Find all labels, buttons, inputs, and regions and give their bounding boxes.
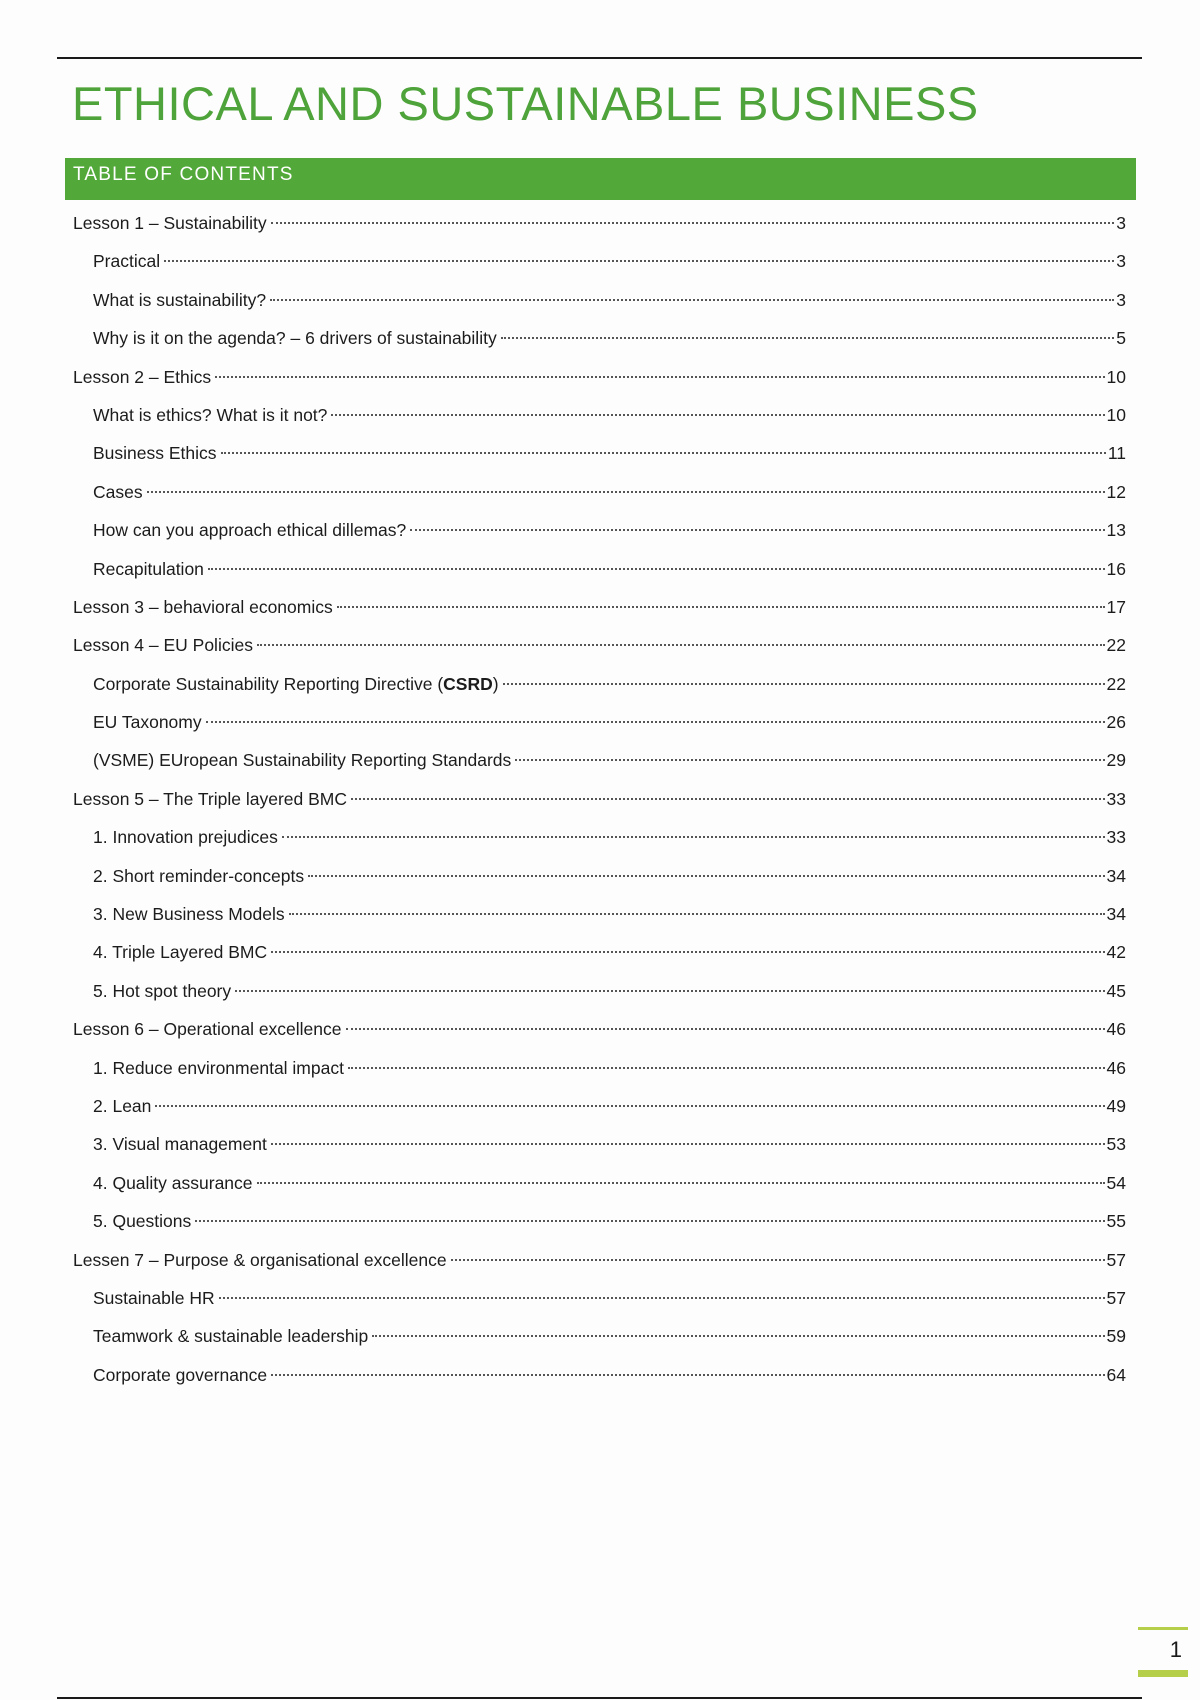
toc-page-number: 53 <box>1106 1134 1126 1155</box>
toc-page-number: 57 <box>1106 1249 1126 1270</box>
toc-entry-label-text: (VSME) EUropean Sustainability Reporting Standards <box>93 750 512 771</box>
toc-dot-leader <box>271 222 1115 224</box>
toc-page-number: 17 <box>1106 596 1126 617</box>
toc-dot-leader <box>219 1297 1105 1299</box>
toc-entry-label <box>93 281 266 319</box>
toc-page-number: 3 <box>1116 251 1126 272</box>
toc-entry-label <box>93 1356 267 1394</box>
toc-entry-label <box>93 1202 191 1240</box>
toc-entry-label <box>73 358 211 396</box>
toc-entry-label-text: 5. Hot spot theory <box>93 980 232 1001</box>
toc-subentry[interactable] <box>73 434 1126 472</box>
toc-entry-label-text: 2. Short reminder-concepts <box>93 865 305 886</box>
toc-dot-leader <box>410 529 1104 531</box>
toc-dot-leader <box>503 683 1105 685</box>
toc-subentry[interactable] <box>73 1356 1126 1394</box>
toc-subentry[interactable] <box>73 665 1126 703</box>
toc-entry-label-text: Lesson 2 – Ethics <box>73 366 212 387</box>
toc-subentry[interactable] <box>73 857 1126 895</box>
toc-page-number: 5 <box>1116 328 1126 349</box>
toc-entry-label <box>93 895 285 933</box>
toc-dot-leader <box>515 759 1104 761</box>
toc-entry-label-bold: CSRD <box>443 673 493 694</box>
toc-subentry[interactable] <box>73 703 1126 741</box>
toc-page-number: 10 <box>1106 366 1126 387</box>
toc-entry-label <box>73 1010 342 1048</box>
toc-page-number: 22 <box>1106 673 1126 694</box>
toc-subentry[interactable] <box>73 1279 1126 1317</box>
toc-entry-label-text: 1. Reduce environmental impact <box>93 1057 344 1078</box>
toc-dot-leader <box>195 1220 1104 1222</box>
toc-entry[interactable] <box>73 588 1126 626</box>
bottom-rule <box>57 1697 1142 1699</box>
toc-entry-label-text: What is ethics? What is it not? <box>93 404 328 425</box>
toc-subentry[interactable] <box>73 281 1126 319</box>
toc-entry-label <box>93 703 202 741</box>
toc-entry-label-text: 2. Lean <box>93 1095 152 1116</box>
toc-dot-leader <box>271 951 1104 953</box>
toc-entry-label <box>73 204 267 242</box>
toc-subentry[interactable] <box>73 396 1126 434</box>
toc-entry-label-text: 3. New Business Models <box>93 904 285 925</box>
toc-subentry[interactable] <box>73 1087 1126 1125</box>
toc-page-number: 33 <box>1106 788 1126 809</box>
toc-entry-label <box>73 626 253 664</box>
toc-entry-label <box>93 933 267 971</box>
toc-dot-leader <box>155 1105 1104 1107</box>
toc-page-number: 34 <box>1106 904 1126 925</box>
toc-entry-label <box>93 473 143 511</box>
toc-subentry[interactable] <box>73 972 1126 1010</box>
toc-page-number: 57 <box>1106 1287 1126 1308</box>
toc-dot-leader <box>271 1374 1104 1376</box>
toc-entry-label <box>93 511 406 549</box>
toc-subentry[interactable] <box>73 242 1126 280</box>
toc-page-number: 10 <box>1106 404 1126 425</box>
toc-entry-label-text: 5. Questions <box>93 1211 192 1232</box>
toc-page-number: 49 <box>1106 1095 1126 1116</box>
toc-entry-label <box>93 396 327 434</box>
toc-subentry[interactable] <box>73 1049 1126 1087</box>
toc-dot-leader <box>346 1028 1105 1030</box>
toc-entry-label-text: Lesson 6 – Operational excellence <box>73 1019 342 1040</box>
toc-entry[interactable] <box>73 780 1126 818</box>
toc-dot-leader <box>206 721 1105 723</box>
toc-dot-leader <box>337 606 1105 608</box>
toc-subentry[interactable] <box>73 741 1126 779</box>
toc-page-number: 42 <box>1106 942 1126 963</box>
toc-dot-leader <box>501 337 1115 339</box>
toc-entry[interactable] <box>73 626 1126 664</box>
toc-page-number: 59 <box>1106 1326 1126 1347</box>
toc-subentry[interactable] <box>73 550 1126 588</box>
toc-page-number: 29 <box>1106 750 1126 771</box>
toc-entry-label-text: Sustainable HR <box>93 1287 215 1308</box>
toc-dot-leader <box>257 644 1105 646</box>
toc-entry-label-text: How can you approach ethical dillemas? <box>93 520 407 541</box>
toc-entry[interactable] <box>73 1010 1126 1048</box>
toc-entry-label-text: Lesson 5 – The Triple layered BMC <box>73 788 347 809</box>
toc-dot-leader <box>372 1335 1104 1337</box>
toc-dot-leader <box>451 1259 1105 1261</box>
toc-entry-label-text: Practical <box>93 251 161 272</box>
document-title: ETHICAL AND SUSTAINABLE BUSINESS <box>72 77 979 130</box>
toc-heading-bar: TABLE OF CONTENTS <box>65 158 1136 200</box>
toc-page-number: 45 <box>1106 980 1126 1001</box>
toc-entry-label <box>93 1279 215 1317</box>
toc-entry-label <box>93 1125 267 1163</box>
toc-page-number: 26 <box>1106 712 1126 733</box>
toc-entry-label-text: 1. Innovation prejudices <box>93 827 278 848</box>
toc-entry-label-text: Lesson 4 – EU Policies <box>73 635 253 656</box>
toc-page-number: 34 <box>1106 865 1126 886</box>
toc-subentry[interactable] <box>73 1202 1126 1240</box>
toc-entry-label-text: Business Ethics <box>93 443 217 464</box>
toc-entry-label-text: Cases <box>93 481 143 502</box>
toc-entry-label <box>93 972 231 1010</box>
toc-entry-label-text: 4. Quality assurance <box>93 1172 253 1193</box>
toc-entry-label <box>73 780 347 818</box>
toc-entry-label <box>93 242 160 280</box>
toc-dot-leader <box>215 376 1104 378</box>
toc-dot-leader <box>271 1143 1105 1145</box>
toc-entry-label-text: Lessen 7 – Purpose & organisational excellence <box>73 1249 447 1270</box>
toc-dot-leader <box>351 798 1105 800</box>
toc-subentry[interactable] <box>73 473 1126 511</box>
toc-entry[interactable] <box>73 358 1126 396</box>
toc-dot-leader <box>208 568 1105 570</box>
toc-dot-leader <box>235 990 1104 992</box>
toc-entry-label <box>93 319 497 357</box>
toc-dot-leader <box>257 1182 1105 1184</box>
toc-entry-label <box>73 588 333 626</box>
toc-entry-label <box>93 665 499 703</box>
toc-dot-leader <box>147 491 1105 493</box>
page-number: 1 <box>1138 1627 1188 1677</box>
toc-page-number: 46 <box>1106 1057 1126 1078</box>
toc-page-number: 54 <box>1106 1172 1126 1193</box>
toc-dot-leader <box>270 299 1114 301</box>
toc-dot-leader <box>308 875 1104 877</box>
toc-entry-label <box>93 741 511 779</box>
toc-entry-label <box>93 818 278 856</box>
toc-dot-leader <box>221 452 1106 454</box>
toc-dot-leader <box>348 1067 1105 1069</box>
toc-entry-label <box>93 1317 368 1355</box>
toc-page-number: 46 <box>1106 1019 1126 1040</box>
toc-entry-label-text: Teamwork & sustainable leadership <box>93 1326 369 1347</box>
toc-page-number: 33 <box>1106 827 1126 848</box>
toc-entry-label <box>93 1049 344 1087</box>
toc-entry-label <box>93 1164 253 1202</box>
toc-page-number: 64 <box>1106 1364 1126 1385</box>
toc-page-number: 16 <box>1106 558 1126 579</box>
table-of-contents <box>73 204 1126 1394</box>
toc-dot-leader <box>164 260 1114 262</box>
toc-entry-label-text: Corporate governance <box>93 1364 268 1385</box>
toc-subentry[interactable] <box>73 818 1126 856</box>
toc-page-number: 13 <box>1106 520 1126 541</box>
toc-page-number: 3 <box>1116 213 1126 233</box>
toc-page-number: 55 <box>1106 1211 1126 1232</box>
toc-subentry[interactable] <box>73 895 1126 933</box>
toc-subentry[interactable] <box>73 933 1126 971</box>
toc-subentry[interactable] <box>73 1164 1126 1202</box>
toc-subentry[interactable] <box>73 511 1126 549</box>
toc-entry-label <box>93 857 304 895</box>
toc-entry[interactable] <box>73 204 1126 242</box>
toc-entry-label-text: 3. Visual management <box>93 1134 267 1155</box>
toc-dot-leader <box>289 913 1105 915</box>
toc-entry-label-suffix: ) <box>492 673 499 694</box>
toc-entry-label-text: Recapitulation <box>93 558 204 579</box>
toc-page-number: 11 <box>1107 443 1126 464</box>
toc-entry-label <box>93 1087 151 1125</box>
toc-entry-label <box>93 550 204 588</box>
top-rule <box>57 57 1142 59</box>
toc-entry-label <box>93 434 217 472</box>
toc-entry-label-text: EU Taxonomy <box>93 712 202 733</box>
toc-entry[interactable] <box>73 1241 1126 1279</box>
toc-subentry[interactable] <box>73 1125 1126 1163</box>
toc-entry-label-text: Lesson 3 – behavioral economics <box>73 596 333 617</box>
toc-entry-label-text: What is sustainability? <box>93 289 267 310</box>
toc-entry-label-text: Why is it on the agenda? – 6 drivers of sustainability <box>93 328 497 349</box>
toc-dot-leader <box>331 414 1104 416</box>
toc-subentry[interactable] <box>73 319 1126 357</box>
toc-entry-label-text: Lesson 1 – Sustainability <box>73 213 267 233</box>
toc-page-number: 22 <box>1106 635 1126 656</box>
toc-entry-label-text: Corporate Sustainability Reporting Directive ( <box>93 673 444 694</box>
toc-subentry[interactable] <box>73 1317 1126 1355</box>
toc-page-number: 3 <box>1116 289 1126 310</box>
toc-page-number: 12 <box>1106 481 1126 502</box>
toc-entry-label <box>73 1241 447 1279</box>
toc-dot-leader <box>282 836 1105 838</box>
toc-entry-label-text: 4. Triple Layered BMC <box>93 942 268 963</box>
